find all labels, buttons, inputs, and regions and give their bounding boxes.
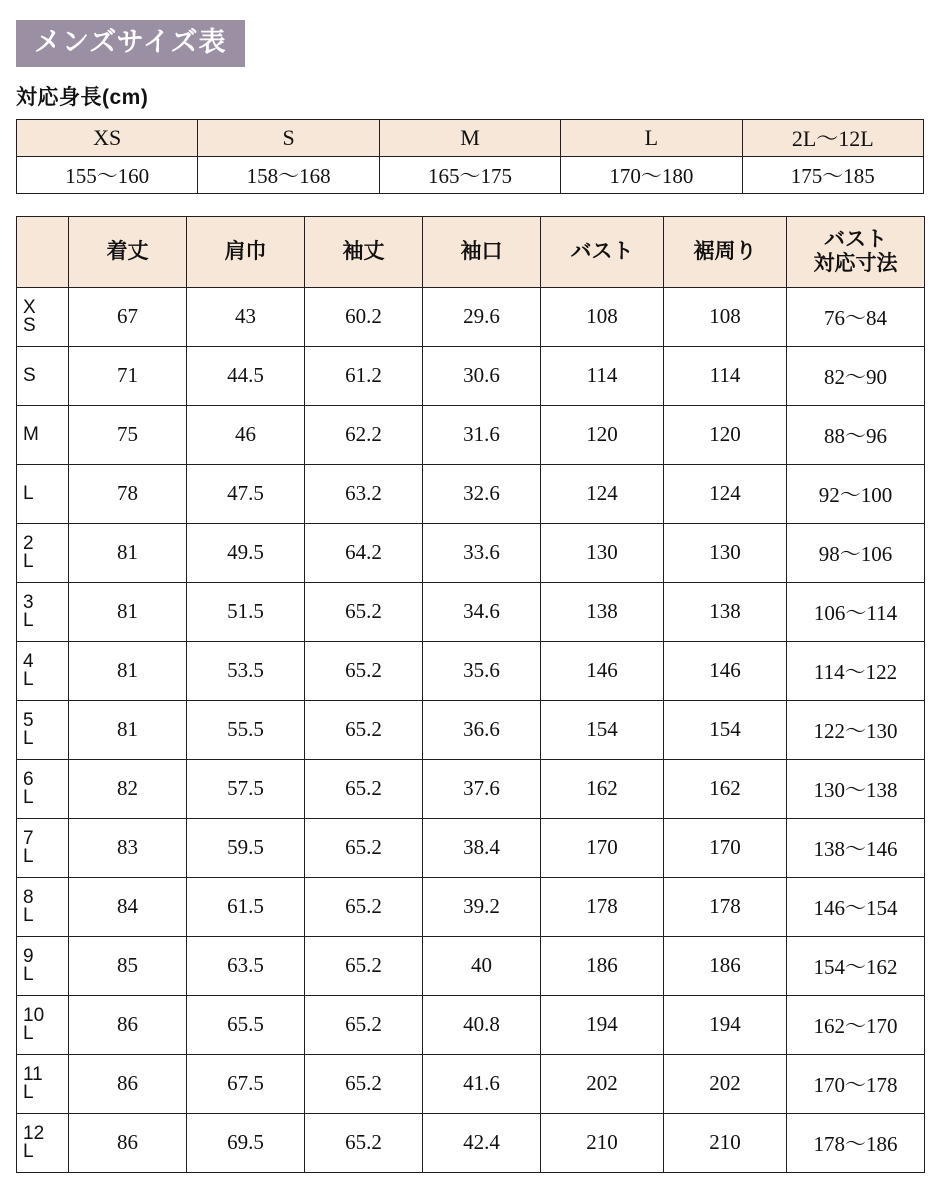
cell-shoulder: 47.5	[187, 464, 305, 523]
size-line: 12	[23, 1122, 45, 1144]
cell-bust: 138	[541, 582, 664, 641]
cell-shoulder: 57.5	[187, 759, 305, 818]
row-size-label	[17, 523, 69, 582]
cell-sleeve: 64.2	[305, 523, 423, 582]
cell-shoulder: 44.5	[187, 346, 305, 405]
cell-bust: 170	[541, 818, 664, 877]
cell-shoulder: 65.5	[187, 995, 305, 1054]
cell-shoulder: 59.5	[187, 818, 305, 877]
table-row	[17, 641, 925, 700]
size-line: L	[23, 609, 34, 631]
height-size-header: 2L〜12L	[742, 119, 923, 156]
cell-bust-fit: 162〜170	[787, 995, 925, 1054]
size-line: X	[23, 296, 36, 318]
row-size-label	[17, 346, 69, 405]
cell-bust-fit: 82〜90	[787, 346, 925, 405]
cell-length: 86	[69, 1113, 187, 1172]
cell-cuff: 29.6	[423, 287, 541, 346]
cell-hem: 170	[664, 818, 787, 877]
cell-bust: 120	[541, 405, 664, 464]
table-row	[17, 216, 925, 287]
cell-bust: 178	[541, 877, 664, 936]
size-line: L	[23, 668, 34, 690]
size-line: M	[23, 423, 39, 445]
size-line: S	[23, 364, 36, 386]
cell-bust: 130	[541, 523, 664, 582]
table-row	[17, 582, 925, 641]
cell-bust-fit: 88〜96	[787, 405, 925, 464]
table-row	[17, 759, 925, 818]
table-row	[17, 1054, 925, 1113]
page-title: メンズサイズ表	[16, 20, 245, 67]
height-size-header: XS	[17, 119, 198, 156]
height-range-cell: 165〜175	[379, 156, 560, 193]
table-row	[17, 936, 925, 995]
cell-length: 83	[69, 818, 187, 877]
cell-shoulder: 46	[187, 405, 305, 464]
cell-length: 86	[69, 995, 187, 1054]
cell-sleeve: 62.2	[305, 405, 423, 464]
cell-sleeve: 63.2	[305, 464, 423, 523]
row-size-label	[17, 700, 69, 759]
cell-shoulder: 53.5	[187, 641, 305, 700]
cell-sleeve: 65.2	[305, 759, 423, 818]
cell-bust: 154	[541, 700, 664, 759]
bust-fit-line2: 対応寸法	[813, 251, 898, 275]
cell-sleeve: 60.2	[305, 287, 423, 346]
size-line: L	[23, 963, 34, 985]
table-row	[17, 818, 925, 877]
cell-sleeve: 65.2	[305, 582, 423, 641]
cell-bust-fit: 114〜122	[787, 641, 925, 700]
cell-length: 86	[69, 1054, 187, 1113]
cell-length: 71	[69, 346, 187, 405]
cell-hem: 154	[664, 700, 787, 759]
cell-cuff: 37.6	[423, 759, 541, 818]
cell-shoulder: 49.5	[187, 523, 305, 582]
size-line: 3	[23, 591, 34, 613]
cell-length: 81	[69, 582, 187, 641]
row-size-label	[17, 582, 69, 641]
cell-hem: 194	[664, 995, 787, 1054]
cell-cuff: 30.6	[423, 346, 541, 405]
row-size-label	[17, 995, 69, 1054]
cell-shoulder: 69.5	[187, 1113, 305, 1172]
cell-sleeve: 65.2	[305, 818, 423, 877]
cell-sleeve: 65.2	[305, 877, 423, 936]
cell-sleeve: 65.2	[305, 700, 423, 759]
cell-hem: 178	[664, 877, 787, 936]
size-line: L	[23, 727, 34, 749]
size-line: 7	[23, 827, 34, 849]
table-row	[17, 287, 925, 346]
cell-bust-fit: 122〜130	[787, 700, 925, 759]
measurement-header-bust: バスト	[541, 216, 664, 287]
cell-sleeve: 65.2	[305, 1054, 423, 1113]
size-line: S	[23, 314, 36, 336]
cell-bust: 186	[541, 936, 664, 995]
size-line: L	[23, 482, 34, 504]
cell-shoulder: 61.5	[187, 877, 305, 936]
row-size-label	[17, 464, 69, 523]
size-line: 8	[23, 886, 34, 908]
cell-shoulder: 55.5	[187, 700, 305, 759]
measurement-table-body	[17, 287, 925, 1172]
cell-length: 81	[69, 641, 187, 700]
cell-cuff: 40	[423, 936, 541, 995]
cell-length: 78	[69, 464, 187, 523]
cell-cuff: 34.6	[423, 582, 541, 641]
cell-cuff: 40.8	[423, 995, 541, 1054]
cell-bust: 210	[541, 1113, 664, 1172]
table-row	[17, 156, 924, 193]
cell-shoulder: 43	[187, 287, 305, 346]
cell-cuff: 36.6	[423, 700, 541, 759]
table-row	[17, 523, 925, 582]
height-range-cell: 175〜185	[742, 156, 923, 193]
cell-hem: 202	[664, 1054, 787, 1113]
row-size-label	[17, 877, 69, 936]
cell-cuff: 32.6	[423, 464, 541, 523]
cell-sleeve: 65.2	[305, 641, 423, 700]
cell-bust-fit: 76〜84	[787, 287, 925, 346]
cell-bust-fit: 106〜114	[787, 582, 925, 641]
measurement-header-bust-fit	[787, 216, 925, 287]
cell-hem: 146	[664, 641, 787, 700]
measurement-header-length: 着丈	[69, 216, 187, 287]
row-size-label	[17, 1054, 69, 1113]
size-line: 11	[23, 1063, 43, 1085]
cell-bust-fit: 170〜178	[787, 1054, 925, 1113]
table-row	[17, 995, 925, 1054]
size-line: L	[23, 845, 34, 867]
cell-bust-fit: 98〜106	[787, 523, 925, 582]
cell-cuff: 33.6	[423, 523, 541, 582]
cell-cuff: 42.4	[423, 1113, 541, 1172]
row-size-label	[17, 818, 69, 877]
cell-sleeve: 65.2	[305, 1113, 423, 1172]
height-size-header: S	[198, 119, 379, 156]
cell-hem: 108	[664, 287, 787, 346]
size-line: 9	[23, 945, 34, 967]
cell-bust-fit: 138〜146	[787, 818, 925, 877]
height-range-cell: 158〜168	[198, 156, 379, 193]
cell-length: 82	[69, 759, 187, 818]
measurement-header-hem: 裾周り	[664, 216, 787, 287]
size-line: 5	[23, 709, 34, 731]
size-line: 4	[23, 650, 34, 672]
bust-fit-line1: バスト	[824, 227, 887, 251]
cell-cuff: 35.6	[423, 641, 541, 700]
cell-hem: 124	[664, 464, 787, 523]
row-size-label	[17, 936, 69, 995]
height-section-label: 対応身長(cm)	[16, 85, 149, 109]
size-line: 10	[23, 1004, 45, 1026]
cell-sleeve: 65.2	[305, 995, 423, 1054]
cell-bust-fit: 146〜154	[787, 877, 925, 936]
size-line: L	[23, 1081, 34, 1103]
cell-bust-fit: 154〜162	[787, 936, 925, 995]
cell-bust: 202	[541, 1054, 664, 1113]
table-row	[17, 700, 925, 759]
cell-hem: 130	[664, 523, 787, 582]
cell-bust: 162	[541, 759, 664, 818]
cell-length: 67	[69, 287, 187, 346]
cell-cuff: 38.4	[423, 818, 541, 877]
size-line: 2	[23, 532, 34, 554]
height-range-cell: 155〜160	[17, 156, 198, 193]
measurement-section	[16, 216, 924, 1173]
row-size-label	[17, 641, 69, 700]
size-line: 6	[23, 768, 34, 790]
cell-hem: 114	[664, 346, 787, 405]
height-size-header: M	[379, 119, 560, 156]
table-row	[17, 464, 925, 523]
cell-shoulder: 63.5	[187, 936, 305, 995]
cell-shoulder: 67.5	[187, 1054, 305, 1113]
table-row	[17, 877, 925, 936]
table-row	[17, 1113, 925, 1172]
cell-cuff: 41.6	[423, 1054, 541, 1113]
cell-bust: 146	[541, 641, 664, 700]
table-row	[17, 119, 924, 156]
table-row	[17, 346, 925, 405]
cell-sleeve: 61.2	[305, 346, 423, 405]
cell-bust-fit: 92〜100	[787, 464, 925, 523]
cell-sleeve: 65.2	[305, 936, 423, 995]
measurement-table	[16, 216, 925, 1173]
row-size-label	[17, 405, 69, 464]
table-row	[17, 405, 925, 464]
row-size-label	[17, 287, 69, 346]
cell-length: 81	[69, 700, 187, 759]
row-size-label	[17, 759, 69, 818]
cell-cuff: 31.6	[423, 405, 541, 464]
row-size-label	[17, 1113, 69, 1172]
size-line: L	[23, 1140, 34, 1162]
cell-hem: 138	[664, 582, 787, 641]
size-line: L	[23, 1022, 34, 1044]
cell-bust: 114	[541, 346, 664, 405]
measurement-corner-header	[17, 216, 69, 287]
cell-bust: 124	[541, 464, 664, 523]
measurement-header-cuff: 袖口	[423, 216, 541, 287]
cell-hem: 210	[664, 1113, 787, 1172]
cell-length: 84	[69, 877, 187, 936]
cell-cuff: 39.2	[423, 877, 541, 936]
height-range-cell: 170〜180	[561, 156, 742, 193]
cell-hem: 162	[664, 759, 787, 818]
cell-bust-fit: 178〜186	[787, 1113, 925, 1172]
measurement-header-sleeve: 袖丈	[305, 216, 423, 287]
cell-length: 81	[69, 523, 187, 582]
measurement-header-shoulder: 肩巾	[187, 216, 305, 287]
size-line: L	[23, 550, 34, 572]
cell-bust: 108	[541, 287, 664, 346]
cell-hem: 120	[664, 405, 787, 464]
size-line: L	[23, 904, 34, 926]
cell-shoulder: 51.5	[187, 582, 305, 641]
cell-length: 85	[69, 936, 187, 995]
cell-length: 75	[69, 405, 187, 464]
height-size-header: L	[561, 119, 742, 156]
cell-bust-fit: 130〜138	[787, 759, 925, 818]
size-line: L	[23, 786, 34, 808]
cell-hem: 186	[664, 936, 787, 995]
cell-bust: 194	[541, 995, 664, 1054]
height-table	[16, 119, 924, 194]
